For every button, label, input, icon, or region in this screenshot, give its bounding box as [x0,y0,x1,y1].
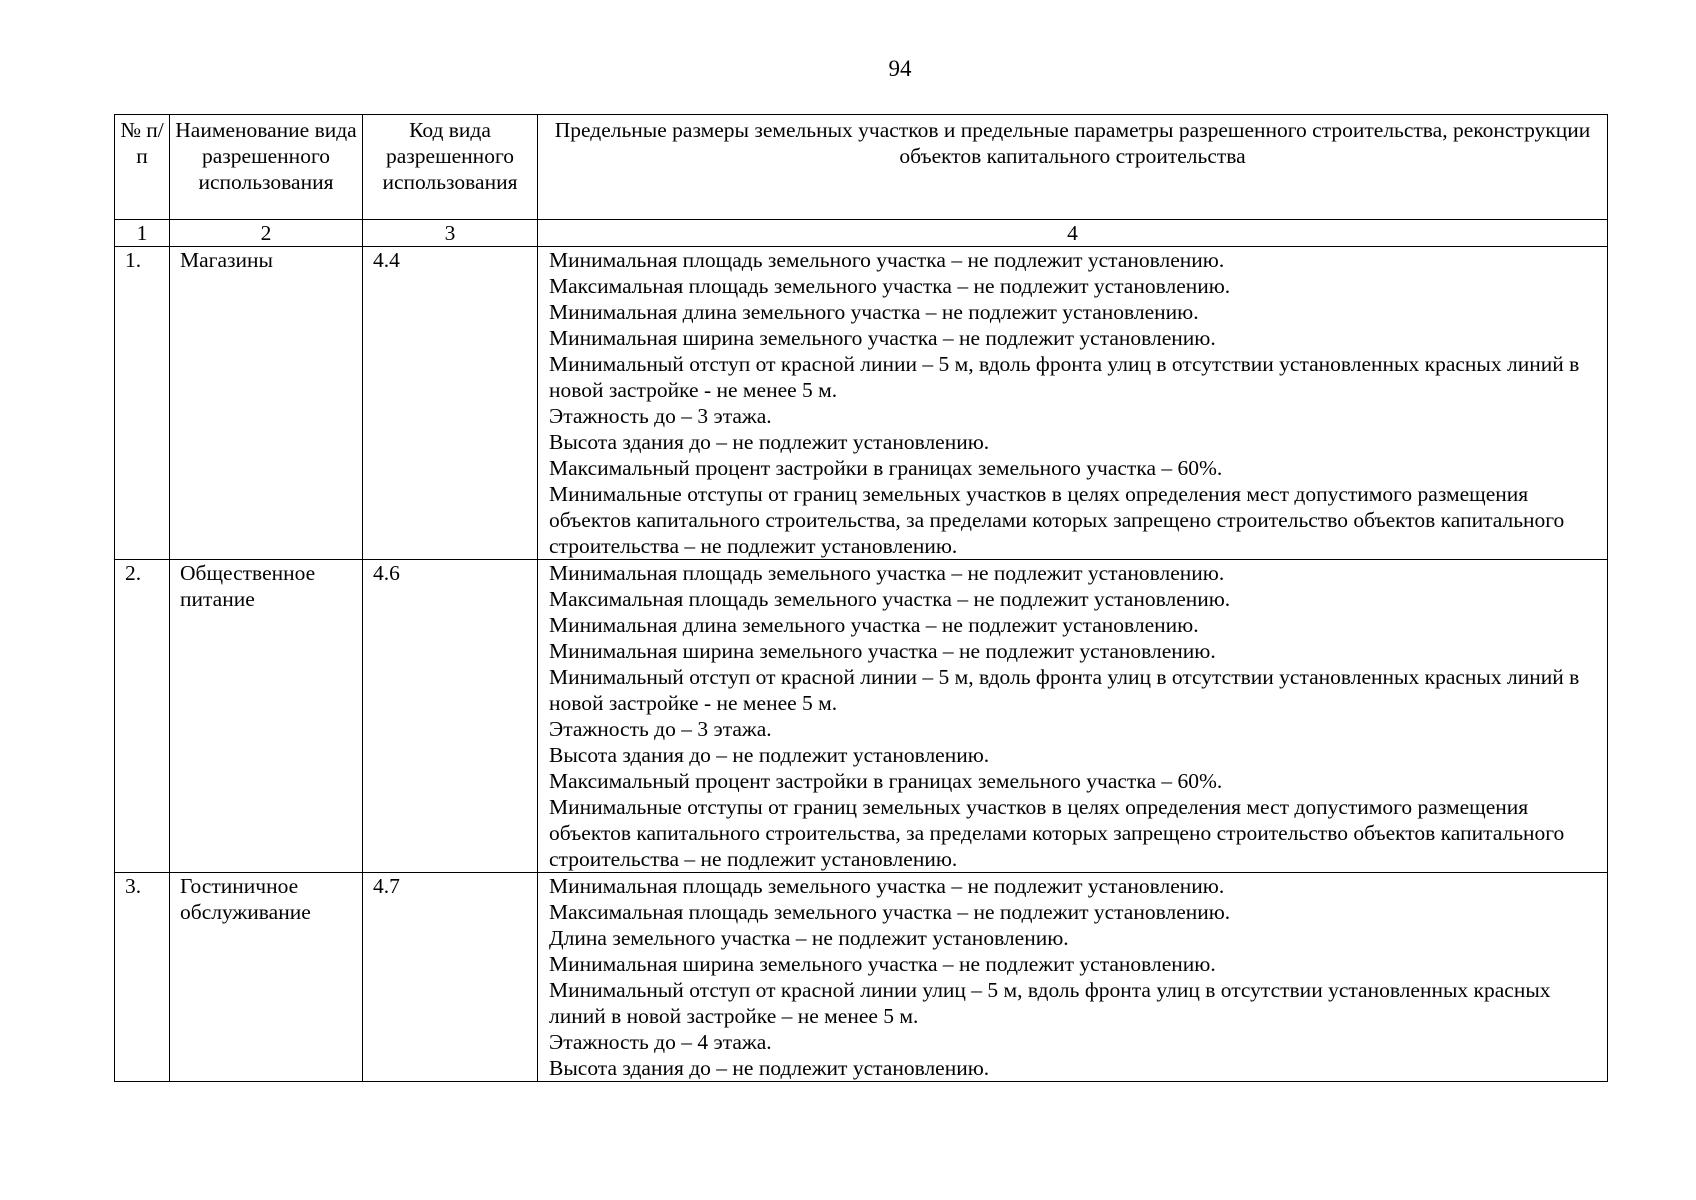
header-number: № п/п [115,115,170,220]
parameter-item: Высота здания до – не подлежит установлению. [549,430,990,454]
parameter-item: Минимальная площадь земельного участка – не подлежит установлению. [549,248,1225,272]
row-number: 3. [115,873,170,1082]
parameter-item: Высота здания до – не подлежит установлению. [549,743,990,767]
parameter-item: Этажность до – 3 этажа. [549,404,772,428]
parameter-item: Минимальные отступы от границ земельных участков в целях определения мест допустимого размещения объектов капитального строительства, за пределами которых запрещено строительство объектов капитального строительства – не подлежит установлению. [549,482,1565,558]
parameter-item: Минимальная длина земельного участка – не подлежит установлению. [549,613,1199,637]
column-number: 4 [538,220,1608,247]
table-row [115,247,1608,560]
use-type-code: 4.6 [363,560,538,873]
parameter-item: Минимальная ширина земельного участка – не подлежит установлению. [549,639,1216,663]
parameter-item: Минимальная площадь земельного участка – не подлежит установлению. [549,561,1225,585]
use-type-code: 4.7 [363,873,538,1082]
column-number: 2 [170,220,363,247]
parameter-item: Максимальная площадь земельного участка – не подлежит установлению. [549,587,1231,611]
header-use-type-name: Наименование вида разрешенного использования [170,115,363,220]
use-type-name: Общественное питание [170,560,363,873]
regulations-table [114,114,1608,1082]
table-row [115,560,1608,873]
use-type-name: Магазины [170,247,363,560]
use-type-name: Гостиничное обслуживание [170,873,363,1082]
parameter-item: Минимальный отступ от красной линии – 5 м, вдоль фронта улиц в отсутствии установленных красных линий в новой застройке - не менее 5 м. [549,352,1580,402]
column-numbering-row [115,220,1608,247]
parameters-cell [538,560,1608,873]
row-number: 1. [115,247,170,560]
parameter-item: Максимальный процент застройки в границах земельного участка – 60%. [549,769,1223,793]
header-use-type-code: Код вида разрешенного использования [363,115,538,220]
column-number: 1 [115,220,170,247]
parameter-item: Минимальная ширина земельного участка – не подлежит установлению. [549,326,1216,350]
parameter-item: Длина земельного участка – не подлежит установлению. [549,926,1069,950]
parameter-item: Минимальная длина земельного участка – не подлежит установлению. [549,300,1199,324]
use-type-code: 4.4 [363,247,538,560]
row-number: 2. [115,560,170,873]
table-header-row [115,115,1608,220]
parameter-item: Максимальная площадь земельного участка – не подлежит установлению. [549,274,1231,298]
parameter-item: Минимальная ширина земельного участка – не подлежит установлению. [549,952,1216,976]
header-parameters: Предельные размеры земельных участков и предельные параметры разрешенного строительства, реконструкции объектов капитального строительства [538,115,1608,220]
parameter-item: Минимальные отступы от границ земельных участков в целях определения мест допустимого размещения объектов капитального строительства, за пределами которых запрещено строительство объектов капитального строительства – не подлежит установлению. [549,795,1565,871]
parameter-item: Максимальный процент застройки в границах земельного участка – 60%. [549,456,1223,480]
parameter-item: Минимальный отступ от красной линии улиц – 5 м, вдоль фронта улиц в отсутствии установленных красных линий в новой застройке – не менее 5 м. [549,978,1551,1028]
page-number: 94 [888,56,912,81]
parameter-item: Максимальная площадь земельного участка – не подлежит установлению. [549,900,1231,924]
table-row [115,873,1608,1082]
column-number: 3 [363,220,538,247]
parameter-item: Этажность до – 3 этажа. [549,717,772,741]
parameters-cell [538,873,1608,1082]
parameters-cell [538,247,1608,560]
table-body [115,247,1608,1082]
parameter-item: Минимальный отступ от красной линии – 5 м, вдоль фронта улиц в отсутствии установленных красных линий в новой застройке - не менее 5 м. [549,665,1580,715]
parameter-item: Минимальная площадь земельного участка – не подлежит установлению. [549,874,1225,898]
parameter-item: Высота здания до – не подлежит установлению. [549,1056,990,1080]
parameter-item: Этажность до – 4 этажа. [549,1030,772,1054]
